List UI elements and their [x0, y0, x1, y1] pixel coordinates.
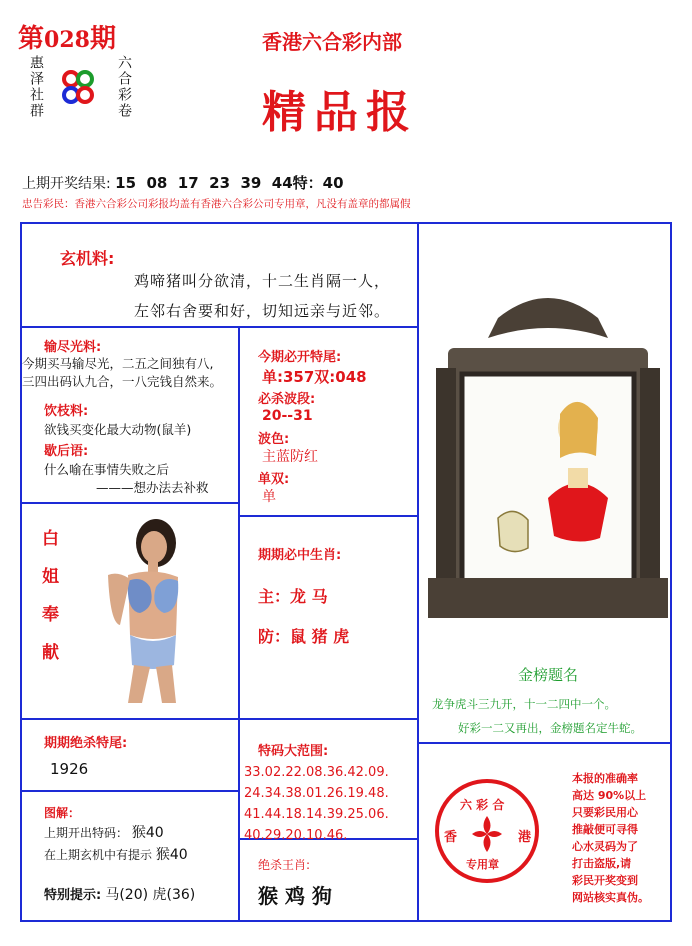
divider-3	[238, 515, 418, 517]
accuracy-line: 推敲便可寻得	[572, 823, 638, 836]
fanwei-line: 41.44.18.14.39.25.06.	[244, 807, 389, 822]
tebie-label: 特别提示:	[44, 888, 102, 903]
fanwei-title: 特码大范围:	[258, 744, 329, 759]
accuracy-text	[572, 770, 670, 906]
issue-label	[18, 18, 116, 55]
accuracy-line: 只要彩民用心	[572, 806, 638, 819]
tujie-line2-value: 猴40	[155, 847, 188, 863]
issue-suffix: 期	[89, 24, 116, 54]
shuyin-line1: 今期买马输尽光，二五之间独有八,	[22, 356, 214, 371]
notice-text: 忠告彩民：香港六合彩公司彩报均盖有香港六合彩公司专用章，凡没有盖章的都属假	[22, 198, 411, 210]
divider-7	[417, 742, 672, 744]
fanwei-line: 24.34.38.01.26.19.48.	[244, 786, 389, 801]
model-photo	[98, 515, 198, 705]
issue-prefix: 第	[18, 24, 45, 54]
xuanji-line1: 鸡啼猪叫分欲清，十二生肖隔一人，	[134, 272, 391, 290]
accuracy-line: 网站核实真伪。	[572, 891, 649, 904]
jueshate-title: 期期绝杀特尾:	[44, 736, 128, 751]
left-vertical-label: 惠泽社群	[28, 55, 44, 119]
tujie-line1-value: 猴40	[131, 825, 164, 841]
xiehou-title: 歇后语:	[44, 444, 89, 459]
top-title: 香港六合彩内部	[262, 30, 402, 54]
accuracy-line: 心水灵码为了	[572, 840, 638, 853]
danshuang-value: 单	[262, 489, 276, 505]
bijie-char: 献	[42, 643, 59, 663]
big-title: 精品报	[262, 87, 418, 138]
seal-left: 香	[444, 830, 458, 845]
results-label: 上期开奖结果:	[22, 176, 111, 192]
divider-5	[20, 790, 240, 792]
shengxiao-main: 主：龙 马	[258, 587, 328, 606]
divider-1	[20, 326, 418, 328]
xuanji-line2: 左邻右舍要和好，切知远亲与近邻。	[134, 302, 391, 320]
accuracy-line: 彩民开奖变到	[572, 874, 638, 887]
divider-4	[20, 718, 418, 720]
seal-bottom: 专用章	[466, 858, 499, 871]
shuyin-title: 输尽光料:	[44, 340, 102, 355]
bo-value: 20--31	[262, 408, 313, 424]
yinjiu-text: 欲钱买变化最大动物(鼠羊)	[44, 422, 192, 437]
right-vertical-label: 六合彩卷	[116, 55, 132, 119]
results-row	[22, 172, 344, 193]
color-value: 主蓝防红	[262, 449, 318, 465]
tema-value: 单:357双:048	[262, 368, 367, 386]
lottery-logo-icon	[58, 68, 98, 108]
accuracy-line: 高达 90%以上	[572, 789, 647, 802]
bijie-char: 白	[42, 529, 59, 549]
issue-number: 028	[44, 27, 90, 53]
bo-title: 必杀波段:	[258, 392, 316, 407]
left-divider	[238, 326, 240, 922]
tema-title: 今期必开特尾:	[258, 350, 342, 365]
jueshate-value: 1926	[50, 760, 89, 778]
mirror-frame-image	[428, 278, 668, 636]
fanwei-line: 40.29.20.10.46.	[244, 828, 348, 843]
tujie-title: 图解：	[44, 806, 81, 820]
tebie-value: 马(20) 虎(36)	[105, 887, 196, 903]
color-title: 波色:	[258, 432, 290, 447]
xuanji-title: 玄机料:	[60, 249, 115, 268]
yinjiu-title: 饮枝料:	[44, 404, 89, 419]
jinbang-line1: 龙争虎斗三九开，十一二四中一个。	[432, 697, 616, 711]
results-numbers: 15 08 17 23 39 44特：40	[115, 174, 344, 192]
seal-right: 港	[518, 830, 532, 845]
shengxiao-fang: 防：鼠 猪 虎	[258, 627, 350, 646]
shengxiao-title: 期期必中生肖:	[258, 548, 342, 563]
tebie-row	[44, 884, 195, 904]
fanwei-list	[244, 762, 416, 846]
seal-top: 六 彩 合	[460, 798, 505, 812]
jueshaw-title: 绝杀王肖:	[258, 858, 311, 872]
shuyin-line2: 三四出码认九合，一八完钱自然来。	[22, 374, 223, 389]
tujie-line1	[44, 822, 164, 842]
jinbang-title: 金榜题名	[518, 666, 579, 684]
accuracy-line: 本报的准确率	[572, 772, 638, 785]
tujie-line2	[44, 844, 188, 864]
bijie-char: 奉	[42, 605, 59, 625]
bijie-char: 姐	[42, 567, 59, 587]
danshuang-title: 单双:	[258, 472, 290, 487]
jueshaw-value: 猴 鸡 狗	[258, 884, 332, 908]
tujie-line1-label: 上期开出特码：	[44, 826, 129, 840]
xiehou-line2: ———想办法去补救	[96, 480, 209, 495]
jinbang-line2: 好彩一二又再出，金榜题名定牛蛇。	[458, 721, 642, 735]
tujie-line2-label: 在上期玄机中有提示	[44, 848, 153, 862]
accuracy-line: 打击盗版,请	[572, 857, 632, 870]
fanwei-line: 33.02.22.08.36.42.09.	[244, 765, 389, 780]
divider-2	[20, 502, 240, 504]
bijie-column	[42, 520, 64, 672]
xiehou-line1: 什么喻在事情失败之后	[44, 462, 170, 477]
